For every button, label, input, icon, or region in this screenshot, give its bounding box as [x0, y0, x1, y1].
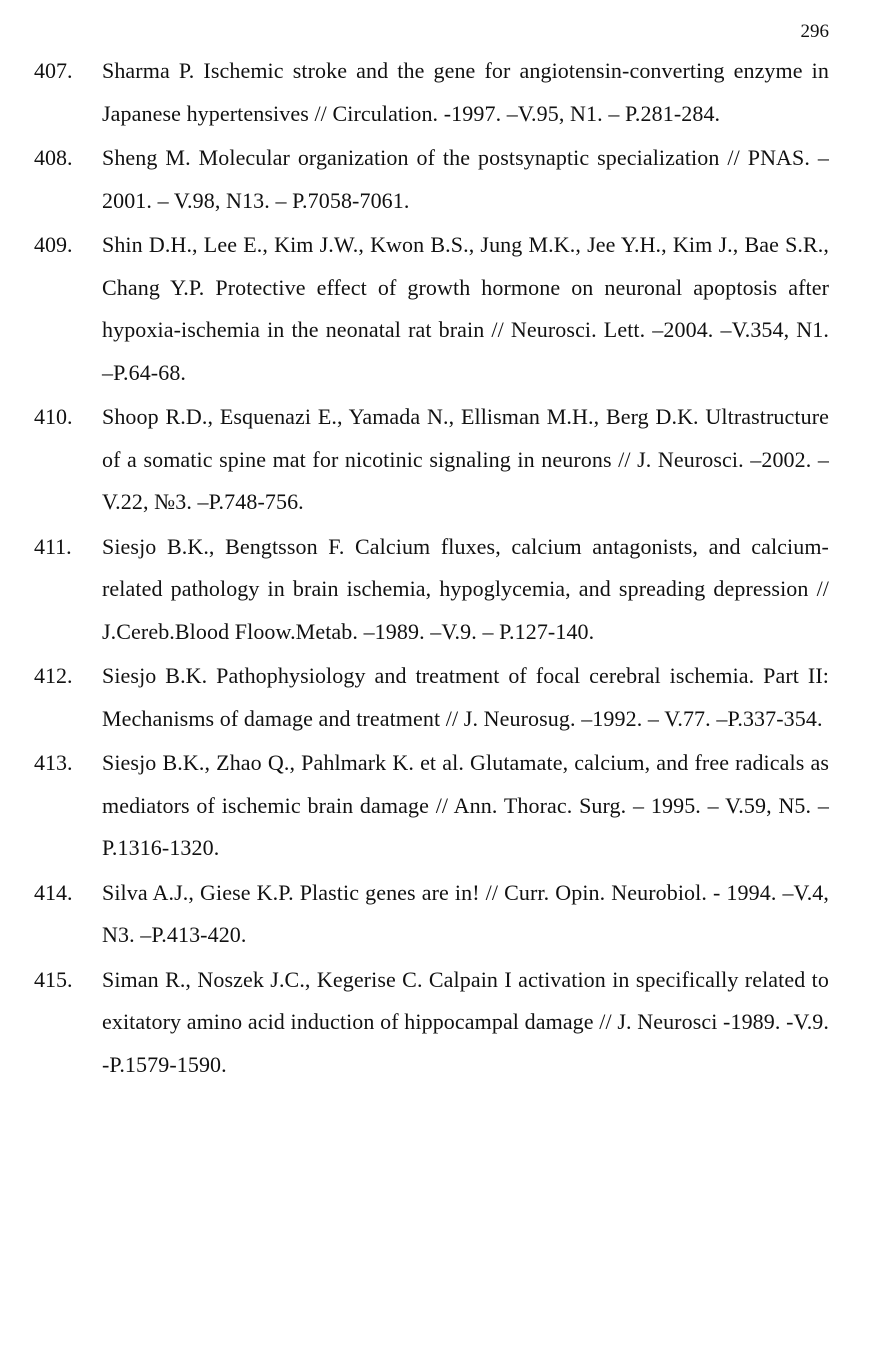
reference-item: [34, 50, 829, 135]
reference-item: [34, 959, 829, 1087]
reference-list: [34, 50, 829, 1088]
reference-text: Shin D.H., Lee E., Kim J.W., Kwon B.S., Jung M.K., Jee Y.H., Kim J., Bae S.R., Chang Y.P. Protective effect of growth hormone on neuronal apoptosis after hypoxia-ischemia in the neonatal rat brain // Neurosci. Lett. –2004. –V.354, N1. –P.64-68.: [102, 232, 829, 385]
reference-item: [34, 526, 829, 654]
reference-number: 415.: [34, 966, 73, 992]
reference-number: 412.: [34, 663, 73, 688]
reference-text: Siesjo B.K. Pathophysiology and treatment of focal cerebral ischemia. Part II: Mechanisms of damage and treatment // J. Neurosug. –1992. – V.77. –P.337-354.: [102, 663, 829, 731]
reference-text: Sharma P. Ischemic stroke and the gene for angiotensin-converting enzyme in Japanese hypertensives // Circulation. -1997. –V.95, N1. – P.281-284.: [102, 58, 829, 126]
reference-item: [34, 872, 829, 957]
reference-item: [34, 396, 829, 524]
reference-number: 407.: [34, 58, 73, 83]
reference-number: 414.: [34, 879, 73, 905]
reference-item: [34, 224, 829, 394]
page-number: 296: [800, 21, 829, 42]
reference-text: Siesjo B.K., Zhao Q., Pahlmark K. et al. Glutamate, calcium, and free radicals as mediators of ischemic brain damage // Ann. Thorac. Surg. – 1995. – V.59, N5. – P.1316-1320.: [102, 750, 829, 860]
reference-item: [34, 742, 829, 870]
reference-item: [34, 655, 829, 740]
reference-text: Silva A.J., Giese K.P. Plastic genes are in! // Curr. Opin. Neurobiol. - 1994. –V.4, N3. –P.413-420.: [102, 879, 829, 947]
reference-text: Siesjo B.K., Bengtsson F. Calcium fluxes, calcium antagonists, and calcium-related pathology in brain ischemia, hypoglycemia, and spreading depression // J.Cereb.Blood Floow.Metab. –1989. –V.9. – P.127-140.: [102, 533, 829, 644]
reference-text: Siman R., Noszek J.C., Kegerise C. Calpain I activation in specifically related to exitatory amino acid induction of hippocampal damage // J. Neurosci -1989. -V.9. -P.1579-1590.: [102, 966, 829, 1077]
reference-text: Sheng M. Molecular organization of the postsynaptic specialization // PNAS. – 2001. – V.98, N13. – P.7058-7061.: [102, 145, 829, 213]
reference-number: 410.: [34, 404, 73, 429]
reference-number: 408.: [34, 145, 73, 170]
reference-text: Shoop R.D., Esquenazi E., Yamada N., Ellisman M.H., Berg D.K. Ultrastructure of a somatic spine mat for nicotinic signaling in neurons // J. Neurosci. –2002. –V.22, №3. –P.748-756.: [102, 404, 829, 514]
reference-number: 413.: [34, 750, 73, 775]
reference-item: [34, 137, 829, 222]
reference-number: 409.: [34, 232, 73, 257]
reference-number: 411.: [34, 533, 72, 559]
